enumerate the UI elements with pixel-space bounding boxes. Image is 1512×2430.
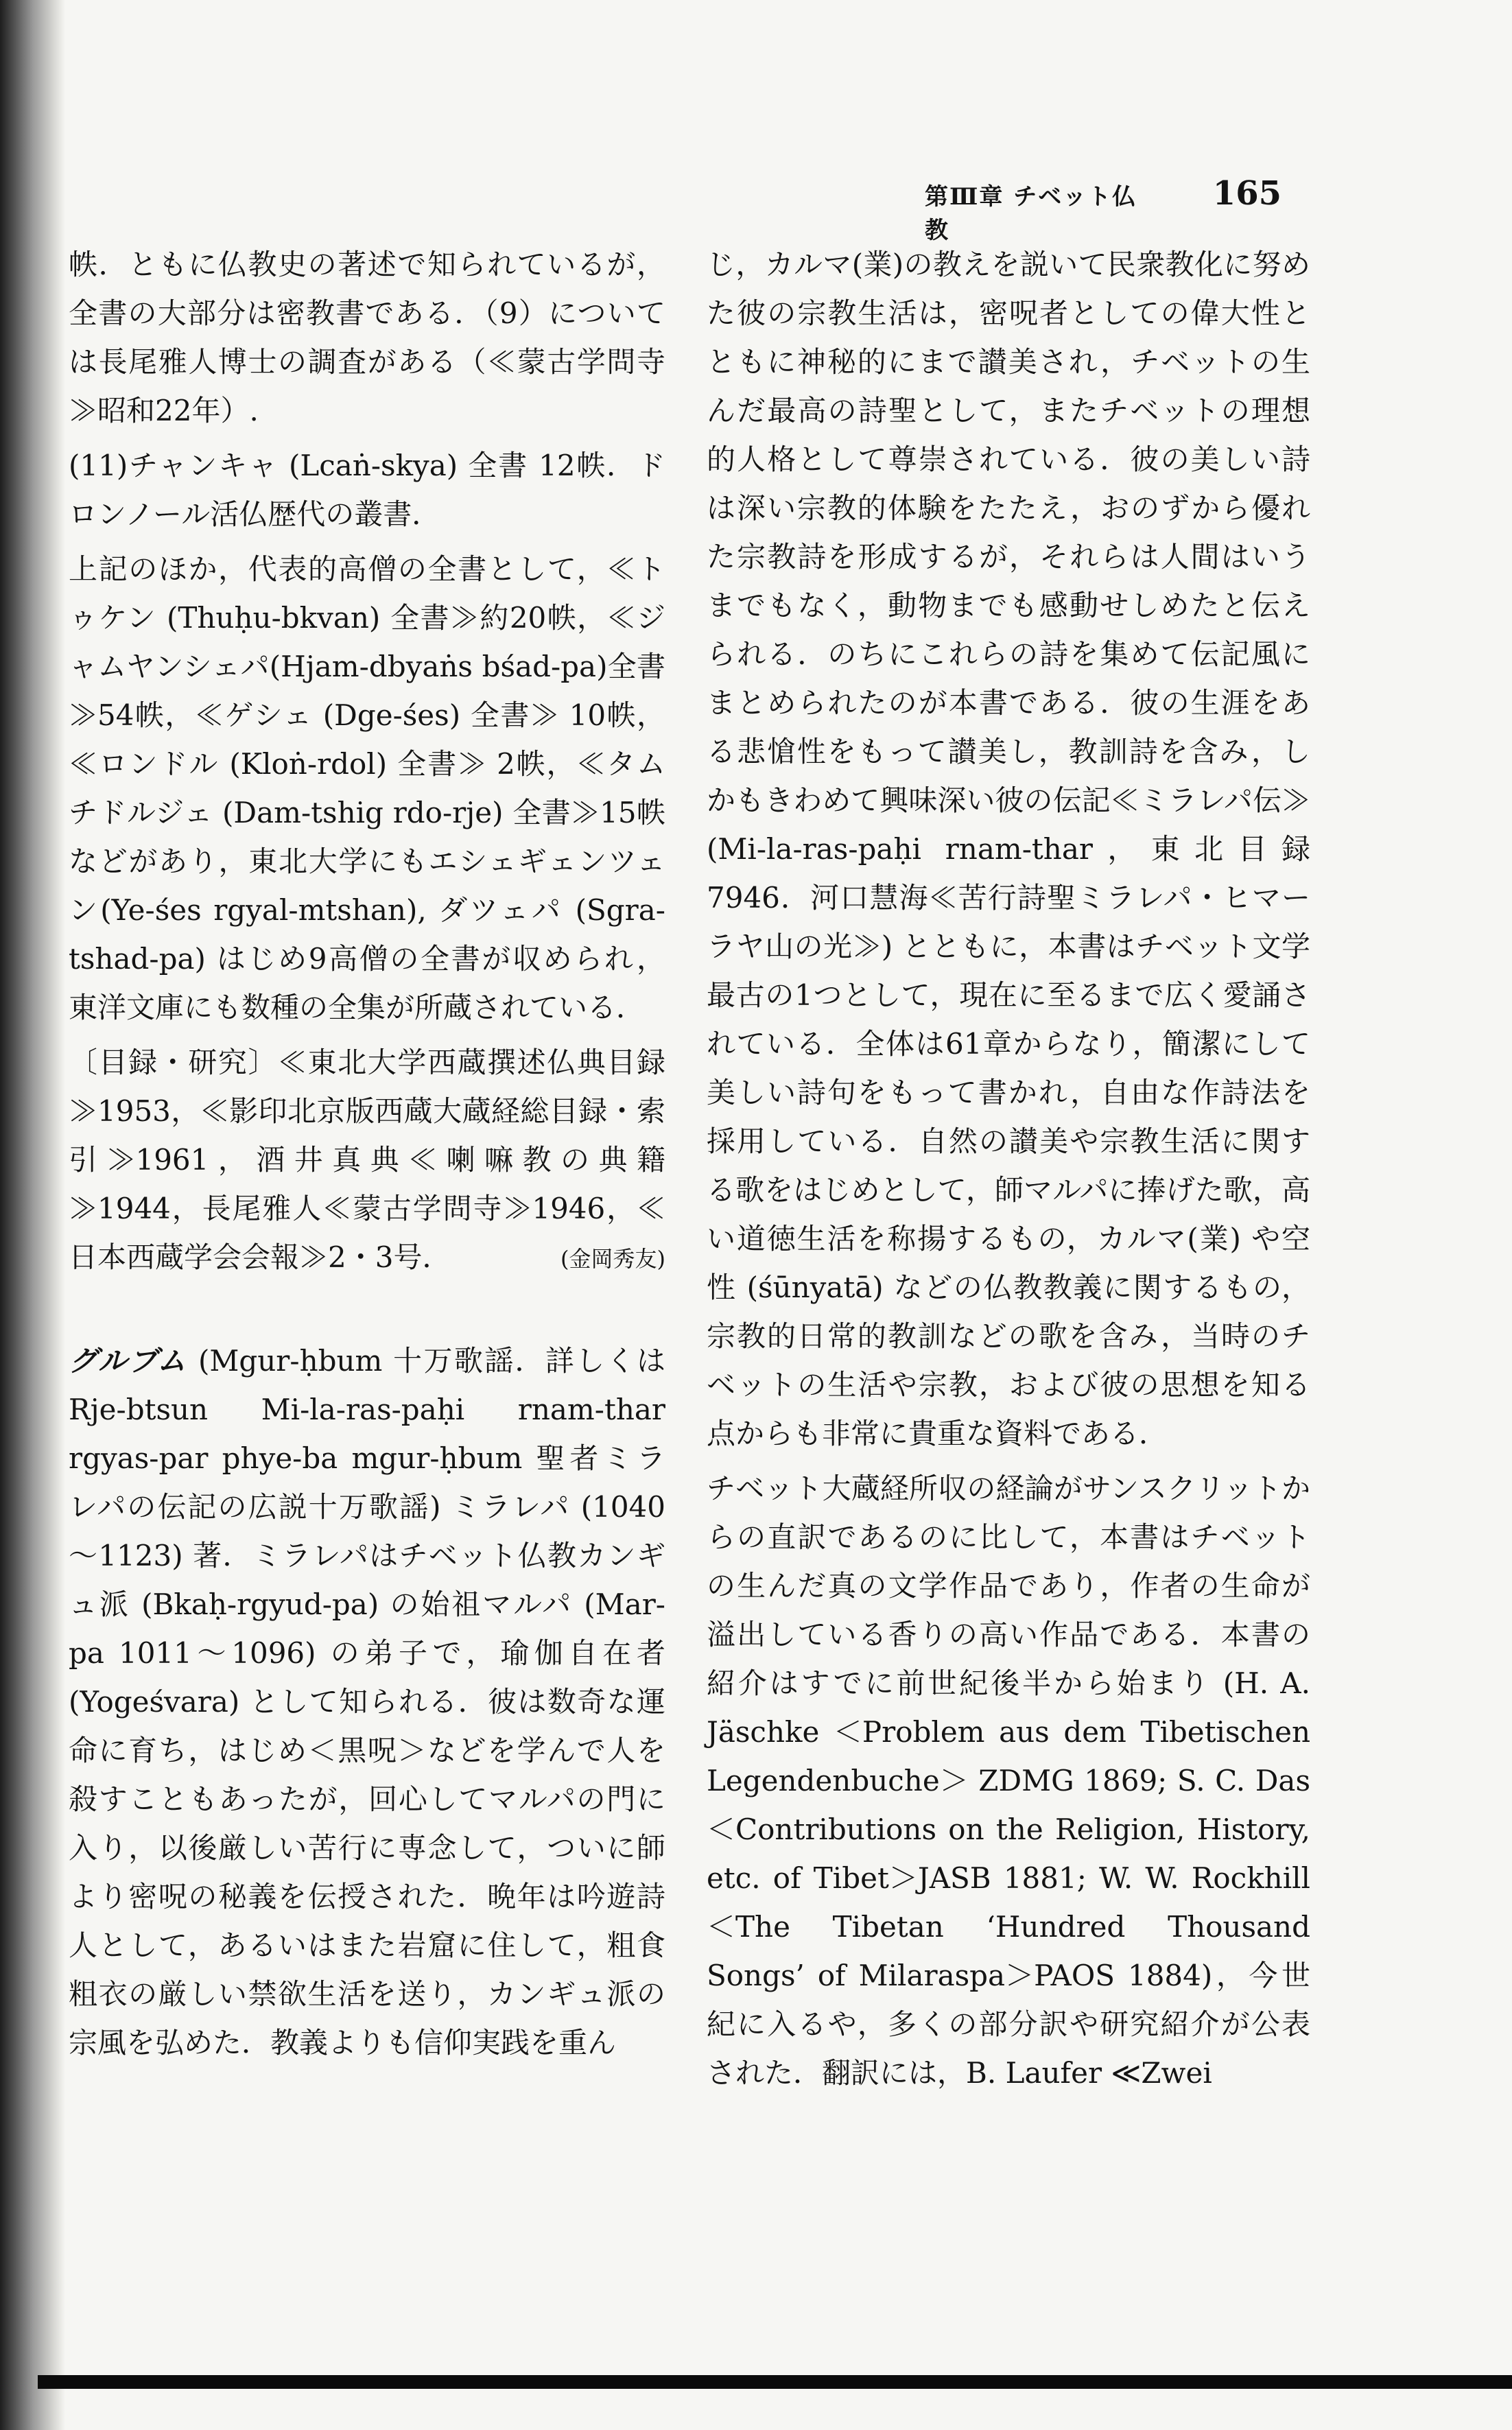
entry-headword: グルブム xyxy=(69,1344,188,1378)
bottom-border xyxy=(38,2375,1512,2389)
paragraph: (11)チャンキャ (Lcaṅ-skya) 全書 12帙．ドロンノール活仏歴代の叢書． xyxy=(69,449,665,531)
paragraph: 上記のほか，代表的高僧の全書として，≪トゥケン (Thuḥu-bkvan) 全書≫約20帙，≪ジャムヤンシェパ(Hjam-dbyaṅs bśad-pa)全書≫54帙，≪ゲシェ (Dge-śes) 全書≫ 10帙，≪ロンドル (Kloṅ-rdol) 全書≫ 2帙，≪タムチドルジェ (Dam-tshig rdo-rje) 全書≫15帙などがあり，東北大学にもエシェギェンツェン(Ye-śes rgyal-mtshan), ダツェパ (Sgra-tshad-pa) はじめ9高僧の全書が収められ，東洋文庫にも数種の全集が所蔵されている． xyxy=(69,552,665,1024)
references-paragraph: 〔目録・研究〕≪東北大学西蔵撰述仏典目録≫1953，≪影印北京版西蔵大蔵経総目録・索引≫1961，酒井真典≪喇嘛教の典籍≫1944，長尾雅人≪蒙古学問寺≫1946，≪日本西蔵学会会報≫2・3号． xyxy=(69,1046,665,1274)
entry-paragraph xyxy=(69,1336,665,2067)
paragraph: 帙．ともに仏教史の著述で知られているが，全書の大部分は密教書である．（9）については長尾雅人博士の調査がある（≪蒙古学問寺≫昭和22年）. xyxy=(69,248,665,427)
running-header xyxy=(925,174,1281,244)
author-credit: (金岡秀友) xyxy=(560,1246,665,1272)
book-spine-shadow xyxy=(0,0,65,2430)
right-column xyxy=(707,240,1310,2097)
chapter-title: 第Ⅲ章 チベット仏教 xyxy=(925,183,1137,244)
paragraph: じ，カルマ(業)の教えを説いて民衆教化に努めた彼の宗教生活は，密呪者としての偉大性とともに神秘的にまで讃美され，チベットの生んだ最高の詩聖として，またチベットの理想的人格として尊崇されている．彼の美しい詩は深い宗教的体験をたたえ，おのずから優れた宗教詩を形成するが，それらは人間はいうまでもなく，動物までも感動せしめたと伝えられる．のちにこれらの詩を集めて伝記風にまとめられたのが本書である．彼の生涯をある悲愴性をもって讃美し，教訓詩を含み，しかもきわめて興味深い彼の伝記≪ミラレパ伝≫ (Mi-la-ras-paḥi rnam-thar，東北目録7946．河口慧海≪苦行詩聖ミラレパ・ヒマーラヤ山の光≫) とともに，本書はチベット文学最古の1つとして，現在に至るまで広く愛誦されている．全体は61章からなり，簡潔にして美しい詩句をもって書かれ，自由な作詩法を採用している．自然の讃美や宗教生活に関する歌をはじめとして，師マルパに捧げた歌，高い道徳生活を称揚するもの，カルマ(業) や空性 (śūnyatā) などの仏教教義に関するもの，宗教的日常的教訓などの歌を含み，当時のチベットの生活や宗教，および彼の思想を知る点からも非常に貴重な資料である． xyxy=(707,248,1310,1450)
left-column xyxy=(69,240,665,2067)
page-number: 165 xyxy=(1212,174,1281,213)
entry-text: (Mgur-ḥbum 十万歌謡．詳しくは Rje-btsun Mi-la-ras-paḥi rnam-thar rgyas-par phye-ba mgur-ḥbum 聖者ミラレパの伝記の広説十万歌謡) ミラレパ (1040～1123) 著．ミラレパはチベット仏教カンギュ派 (Bkaḥ-rgyud-pa) の始祖マルパ (Mar-pa 1011～1096) の弟子で，瑜伽自在者 (Yogeśvara) として知られる．彼は数奇な運命に育ち，はじめ＜黒呪＞などを学んで人を殺すこともあったが，回心してマルパの門に入り，以後厳しい苦行に専念して，ついに師より密呪の秘義を伝授された．晩年は吟遊詩人として，あるいはまた岩窟に住して，粗食粗衣の厳しい禁欲生活を送り，カンギュ派の宗風を弘めた．教義よりも信仰実践を重ん xyxy=(69,1344,666,2060)
paragraph: チベット大蔵経所収の経論がサンスクリットからの直訳であるのに比して，本書はチベットの生んだ真の文学作品であり，作者の生命が溢出している香りの高い作品である．本書の紹介はすでに前世紀後半から始まり (H. A. Jäschke ＜Problem aus dem Tibetischen Legendenbuche＞ ZDMG 1869; S. C. Das ＜Contributions on the Religion, History, etc. of Tibet＞JASB 1881; W. W. Rockhill ＜The Tibetan ‘Hundred Thousand Songs’ of Milaraspa＞PAOS 1884)，今世紀に入るや，多くの部分訳や研究紹介が公表された．翻訳には，B. Laufer ≪Zwei xyxy=(707,1472,1310,2090)
